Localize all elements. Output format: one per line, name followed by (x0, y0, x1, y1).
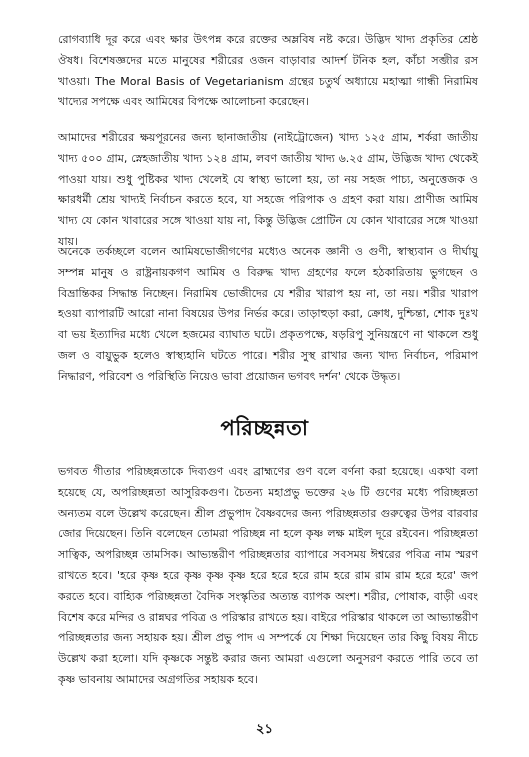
section-heading: পরিচ্ছন্নতা (220, 416, 309, 440)
paragraph-health-debate: অনেকে তর্কচ্ছলে বলেন আমিষভোজীগণের মধ্যেও অনেক জ্ঞানী ও গুণী, স্বাস্থ্যবান ও দীর্ঘায়ু সম্পন্ন মানুষ ও রাষ্ট্রনায়কগণ আমিষ ও বিরুদ্ধ খাদ্য গ্রহণের ফলে হঠকারিতায় ভুগছেন ও বিভ্রান্তিকর সিদ্ধান্ত নিচ্ছেন। নিরামিষ ভোজীদের যে শরীর খারাপ হয় না, তা নয়। শরীর খারাপ হওয়া ব্যাপারটি আরো নানা বিষয়ের উপর নির্ভর করে। তাড়াহুড়া করা, ক্রোধ, দুশ্চিন্তা, শোক দুঃখ বা ভয় ইত্যাদির মধ্যে খেলে হজমের ব্যাঘাত ঘটে। প্রকৃতপক্ষে, ষড়রিপু সুনিয়ন্ত্রণে না থাকলে শুধু জল ও বায়ুভুক হলেও স্বাস্থ্যহানি ঘটতে পারে। শরীর সুস্থ রাখার জন্য খাদ্য নির্বাচন, পরিমাপ নিদ্ধারণ, পরিবেশ ও পরিস্থিতি নিয়েও ভাবা প্রয়োজন ভগবৎ দর্শন' থেকে উদ্ধৃত। (58, 245, 478, 383)
paragraph-nutrition: আমাদের শরীরের ক্ষয়পূরনের জন্য ছানাজাতীয় (নাইট্রোজেন) খাদ্য ১২৫ গ্রাম, শর্করা জাতীয় খাদ্য ৫০০ গ্রাম, স্নেহজাতীয় খাদ্য ১২৪ গ্রাম, লবণ জাতীয় খাদ্য ৬.২৫ গ্রাম, উদ্ভিজ খাদ্য থেকেই পাওয়া যায়। শুধু পুষ্টিকর খাদ্য খেলেই যে স্বাস্থ্য ভালো হয়, তা নয় সহজ পাচ্য, অনুত্তেজক ও ক্ষারধর্মী শ্রেয় খাদ্যই নির্বাচন করতে হবে, যা সহজে পরিপাক ও গ্রহণ করা যায়। প্রাণীজ আমিষ খাদ্য যে কোন খাবারের সঙ্গে খাওয়া যায় না, কিন্তু উদ্ভিজ প্রোটিন যে কোন খাবারের সঙ্গে খাওয়া যায়। (58, 131, 478, 248)
paragraph-vegetarian-diet: রোগব্যাধি দূর করে এবং ক্ষার উৎপন্ন করে রক্তের অম্লবিষ নষ্ট করে। উদ্ভিদ খাদ্য প্রকৃতির শ্রেষ্ঠ ঔষধ। বিশেষজ্ঞদের মতে মানুষের শরীরের ওজন বাড়াবার আদর্শ টনিক হল, কাঁচা সব্জীর রস খাওয়া। The Moral Basis of Vegetarianism গ্রন্থের চতুর্থ অধ্যায়ে মহাত্মা গান্ধী নিরামিষ খাদ্যের সপক্ষে এবং আমিষের বিপক্ষে আলোচনা করেছেন। (58, 33, 478, 109)
paragraph-cleanliness: ভগবত গীতার পরিচ্ছন্নতাকে দিব্যগুণ এবং ব্রাহ্মণের গুণ বলে বর্ণনা করা হয়েছে। একথা বলা হয়েছে যে, অপরিচ্ছন্নতা আসুরিকগুণ। চৈতন্য মহাপ্রভু ভক্তের ২৬ টি গুণের মধ্যে পরিচ্ছন্নতা অন্যতম বলে উল্লেখ করেছেন। শ্রীল প্রভুপাদ বৈষ্ণবদের জন্য পরিচ্ছন্নতার গুরুত্বের উপর বারবার জোর দিয়েছেন। তিনি বলেছেন তোমরা পরিচ্ছন্ন না হলে কৃষ্ণ লক্ষ মাইল দূরে রইবেন। পরিচ্ছন্নতা সাত্বিক, অপরিচ্ছন্ন তামসিক। আভ্যন্তরীণ পরিচ্ছন্নতার ব্যাপারে সবসময় ঈশ্বরের পবিত্র নাম স্মরণ রাখতে হবে। 'হরে কৃষ্ণ হরে কৃষ্ণ কৃষ্ণ কৃষ্ণ হরে হরে হরে রাম হরে রাম রাম রাম হরে হরে' জপ করতে হবে। বাহ্যিক পরিচ্ছন্নতা বৈদিক সংস্কৃতির অত্যন্ত ব্যাপক অংশ। শরীর, পোষাক, বাড়ী এবং বিশেষ করে মন্দির ও রান্নঘর পবিত্র ও পরিস্কার রাখতে হয়। বাইরে পরিস্কার থাকলে তা আভ্যান্তরীণ পরিচ্ছন্নতার জন্য সহায়ক হয়। শ্রীল প্রভু পাদ এ সম্পর্কে যে শিক্ষা দিয়েছেন তার কিছু বিষয় নীচে উল্লেখ করা হলো। যদি কৃষ্ণকে সন্তুষ্ট করার জন্য আমরা এগুলো অনুসরণ করতে পারি তবে তা কৃষ্ণ ভাবনায় আমাদের অগ্রগতির সহায়ক হবে। (58, 465, 478, 686)
page-number: ২১ (256, 722, 273, 737)
